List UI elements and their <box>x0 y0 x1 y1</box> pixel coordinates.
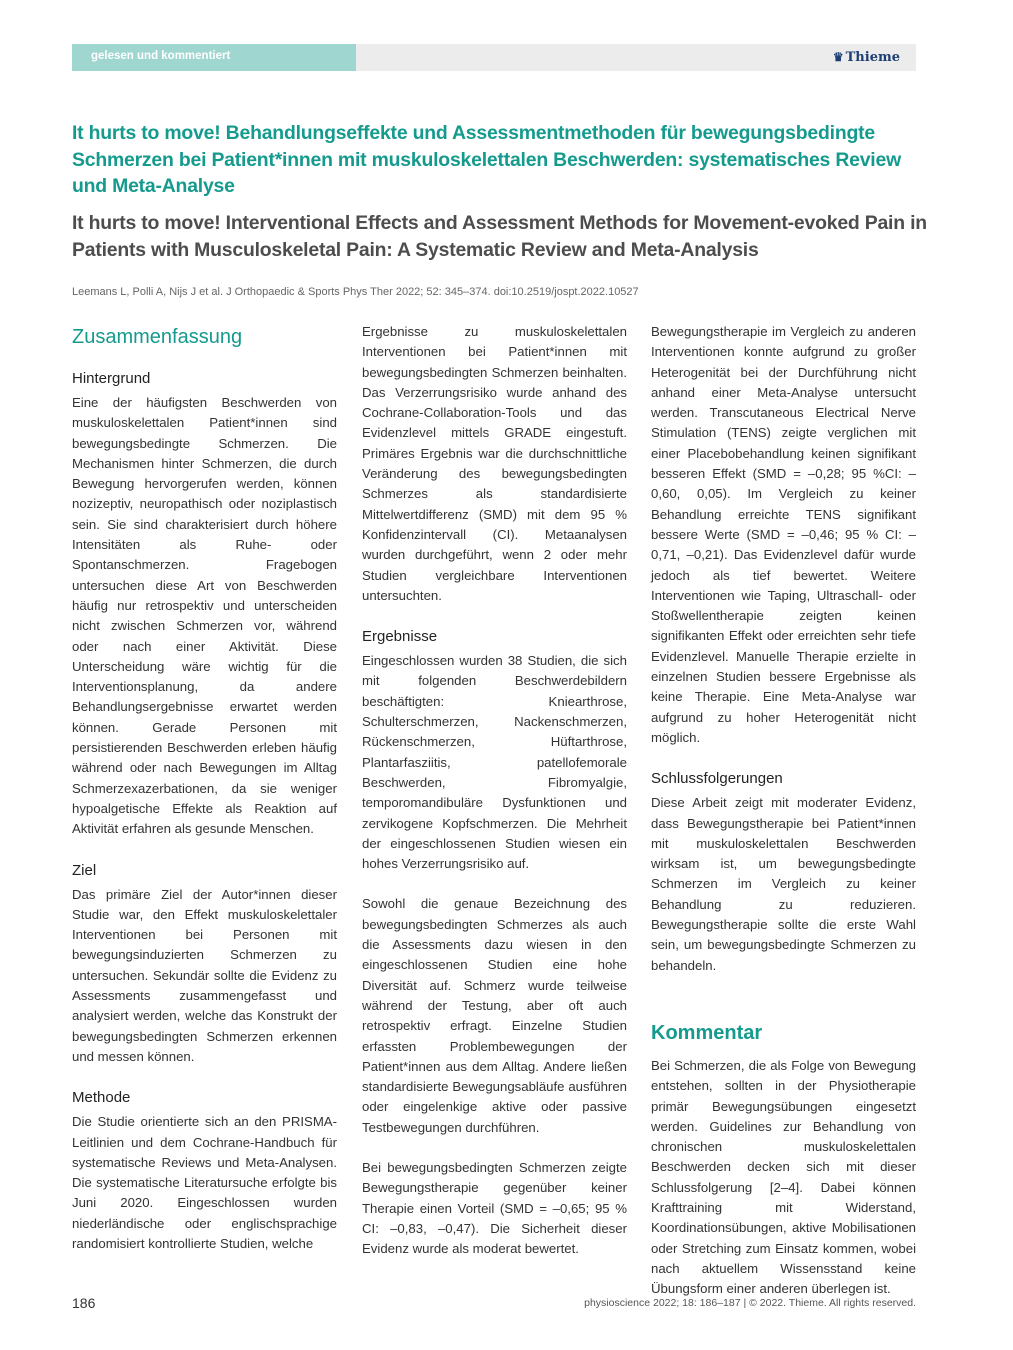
method-heading: Methode <box>72 1089 131 1107</box>
journal-reference: physioscience 2022; 18: 186–187 | © 2022. Thieme. All rights reserved. <box>584 1297 916 1309</box>
aim-heading: Ziel <box>72 861 97 879</box>
text-column-2 <box>362 322 627 1259</box>
summary-heading: Zusammenfassung <box>72 326 243 348</box>
publisher-name: Thieme <box>845 50 900 65</box>
conclusions-text: Diese Arbeit zeigt mit moderater Evidenz, dass Bewegungstherapie bei Patient*innen mit muskuloskelettalen Beschwerden wirksam ist, um bewegungsbedingte Schmerzen im Vergleich zu keiner Behandlung zu reduzieren. Bewegungstherapie sollte die erste Wahl sein, um bewegungsbedingte Schmerzen zu behandeln. <box>651 795 916 973</box>
text-column-1 <box>72 322 337 1254</box>
method-text: Die Studie orientierte sich an den PRISMA-Leitlinien und dem Cochrane-Handbuch für systematische Reviews und Meta-Analysen. Die systematische Literatursuche erfolgte bis Juni 2020. Eingeschlossen wurden niederländische oder englischsprachige randomisiert kontrollierte Studien, welche <box>72 1114 337 1251</box>
results-paragraph-2: Sowohl die genaue Bezeichnung des bewegungsbedingten Schmerzes als auch die Assessments dazu wiesen in den eingeschlossenen Studien eine hohe Diversität auf. Schmerz wurde teilweise während der Testung, aber oft auch retrospektiv erfragt. Einzelne Studien erfassten Problembewegungen der Patient*innen aus dem Alltag. Andere ließen standardisierte Bewegungsabläufe ausführen oder eingelenkige aktive oder passive Testbewegungen durchführen. <box>362 896 627 1135</box>
comment-heading: Kommentar <box>651 1021 763 1044</box>
article-citation: Leemans L, Polli A, Nijs J et al. J Orthopaedic & Sports Phys Ther 2022; 52: 345–374. doi:10.2519/jospt.2022.10527 <box>72 286 639 298</box>
results-paragraph-3-continued: Bewegungstherapie im Vergleich zu anderen Interventionen konnte aufgrund zu großer Heterogenität bei der Durchführung nicht anhand einer Meta-Analyse untersucht werden. Transcutaneous Electrical Nerve Stimulation (TENS) zeigte verglichen mit einer Placebobehandlung keinen signifikant besseren Effekt (SMD = –0,28; 95 %CI: –0,60, 0,05). Im Vergleich zu keiner Behandlung erreichte TENS signifikant bessere Werte (SMD = –0,46; 95 % CI: –0,71, –0,21). Das Evidenzlevel dafür wurde jedoch als tief bewertet. Weitere Interventionen wie Taping, Ultraschall- oder Stoßwellentherapie zeigten keinen signifikanten Effekt oder erreichten sehr tiefe Evidenzlevel. Manuelle Therapie erzielte in einzelnen Studien bessere Ergebnisse als keine Therapie. Eine Meta-Analyse war aufgrund zu hoher Heterogenität nicht möglich. <box>651 324 916 745</box>
publisher-logo <box>833 44 900 71</box>
conclusions-heading: Schlussfolgerungen <box>651 770 783 788</box>
aim-text: Das primäre Ziel der Autor*innen dieser Studie war, den Effekt muskuloskelettaler Interventionen bei Personen mit bewegungsinduzierten Schmerzen zu untersuchen. Sekundär sollte die Evidenz zu Assessments zusammengefasst und analysiert werden, welche das Konstrukt der bewegungsbedingten Schmerzen erkennen und messen können. <box>72 886 337 1064</box>
results-paragraph-3: Bei bewegungsbedingten Schmerzen zeigte Bewegungstherapie gegenüber keiner Therapie einen Vorteil (SMD = –0,65; 95 % CI: –0,83, –0,47). Die Sicherheit dieser Evidenz wurde als moderat bewertet. <box>362 1159 627 1257</box>
results-paragraph-1: Eingeschlossen wurden 38 Studien, die sich mit folgenden Beschwerdebildern beschäftigten: Kniearthrose, Schulterschmerzen, Nackenschmerzen, Rückenschmerzen, Hüftarthrose, Plantarfasziitis, patellofemorale Beschwerden, Fibromyalgie, temporomandibuläre Dysfunktionen und zervikogene Kopfschmerzen. Die Mehrheit der eingeschlossenen Studien wiesen ein hohes Verzerrungsrisiko auf. <box>362 653 627 872</box>
article-title-german: It hurts to move! Behandlungseffekte und Assessmentmethoden für bewegungsbedingte Schmerzen bei Patient*innen mit muskuloskelettalen Beschwerden: systematisches Review und Meta-Analyse <box>72 122 901 198</box>
background-heading: Hintergrund <box>72 370 151 387</box>
thieme-logo-icon: ♛ <box>832 50 844 64</box>
method-text-continued: Ergebnisse zu muskuloskelettalen Interventionen bei Patient*innen mit bewegungsbedingten Schmerzen beinhalten. Das Verzerrungsrisiko wurde anhand des Cochrane-Collaboration-Tools und das Evidenzlevel mittels GRADE eingestuft. Primäres Ergebnis war die durchschnittliche Veränderung des bewegungsbedingten Schmerzes als standardisierte Mittelwertdifferenz (SMD) mit dem 95 % Konfidenzintervall (CI). Metaanalysen wurden durchgeführt, wenn 2 oder mehr Studien vergleichbare Interventionen untersuchten. <box>362 324 627 603</box>
results-heading: Ergebnisse <box>362 628 438 646</box>
header-bar <box>72 44 916 71</box>
comment-paragraph-1: Bei Schmerzen, die als Folge von Bewegung entstehen, sollten in der Physiotherapie primär Bewegungsübungen eingesetzt werden. Guidelines zur Behandlung von chronischen muskuloskelettalen Beschwerden decken sich mit dieser Schlussfolgerung [2–4]. Dabei können Krafttraining mit Widerstand, Koordinationsübungen, aktive Mobilisationen oder Stretching zum Einsatz kommen, wobei nach aktuellem Wissensstand keine Übungsform einer anderen überlegen ist. <box>651 1057 916 1297</box>
section-tag: gelesen und kommentiert <box>72 44 356 71</box>
article-title-english: It hurts to move! Interventional Effects and Assessment Methods for Movement-evoked Pain in Patients with Musculoskeletal Pain: A Systematic Review and Meta-Analysis <box>72 212 927 261</box>
text-column-3 <box>651 322 916 1319</box>
background-text: Eine der häufigsten Beschwerden von muskuloskelettalen Patient*innen sind bewegungsbedingte Schmerzen. Die Mechanismen hinter Schmerzen, die durch Bewegung hervorgerufen werden, können nozizeptiv, neuropathisch oder noziplastisch sein. Sie sind charakterisiert durch höhere Intensitäten als Ruhe- oder Spontanschmerzen. Fragebogen untersuchen diese Art von Beschwerden häufig nur retrospektiv und unterscheiden nicht zwischen Schmerzen vor, während oder nach einer Aktivität. Diese Unterscheidung wäre wichtig für die Interventionsplanung, da andere Behandlungsergebnisse erwartet werden können. Gerade Personen mit persistierenden Beschwerden erleben häufig während oder nach Bewegungen im Alltag Schmerzexazerbationen, da sie weniger hypoalgetische Effekte als Reaktion auf Aktivität erfahren als gesunde Menschen. <box>72 395 337 837</box>
page-number: 186 <box>72 1295 96 1311</box>
